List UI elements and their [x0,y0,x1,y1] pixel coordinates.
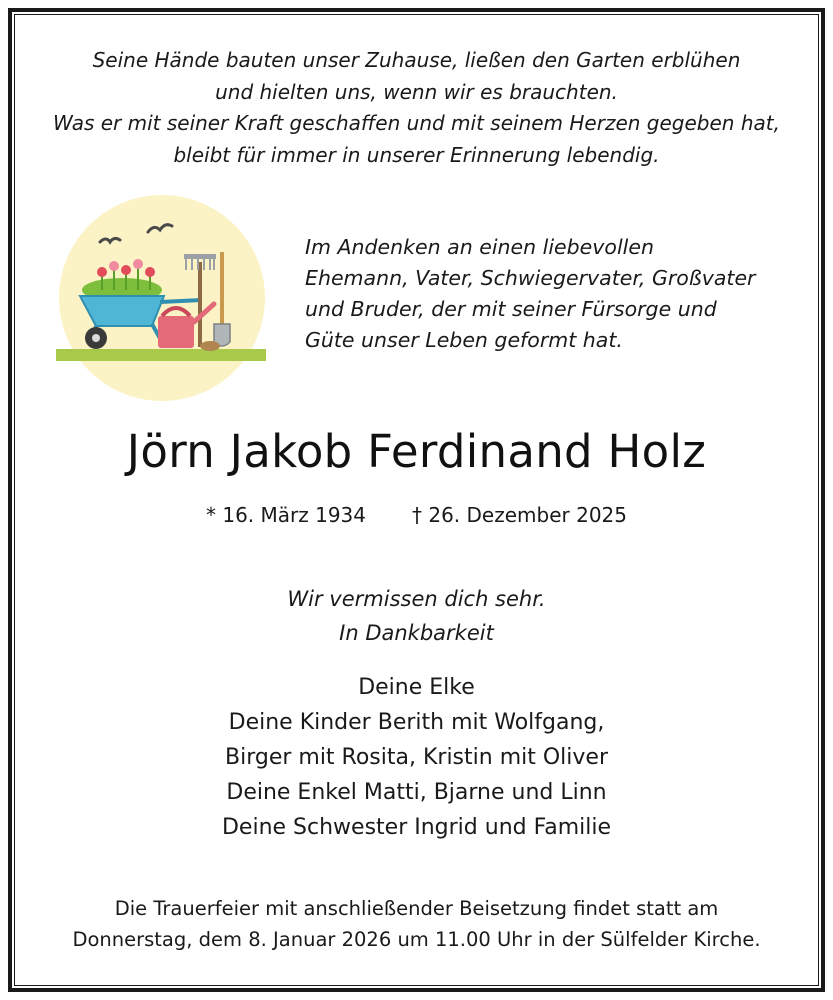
ceremony-line: Donnerstag, dem 8. Januar 2026 um 11.00 Uhr in der Sülfelder Kirche. [72,928,761,951]
birth-date: * 16. März 1934 [205,503,366,527]
family-line: Deine Schwester Ingrid und Familie [221,815,612,840]
garden-wheelbarrow-illustration [52,192,272,404]
dedication-line: und Bruder, der mit seiner Fürsorge und [305,297,717,321]
grass-strip [56,349,266,361]
ceremony-line: Die Trauerfeier mit anschließender Beisetzung findet statt am [114,897,719,920]
poem-line: Was er mit seiner Kraft geschaffen und mit seinem Herzen gegeben hat, [53,111,780,135]
dedication-line: Güte unser Leben geformt hat. [305,328,623,352]
death-date: † 26. Dezember 2025 [412,503,627,527]
ceremony-notice [20,893,813,955]
dedication-line: Ehemann, Vater, Schwiegervater, Großvater [305,266,756,290]
family-line: Deine Kinder Berith mit Wolfgang, [228,710,605,735]
poem-line: Seine Hände bauten unser Zuhause, ließen den Garten erblühen [92,48,741,72]
poem-line: bleibt für immer in unserer Erinnerung lebendig. [173,142,660,167]
family-block [20,670,813,845]
dedication-line: Im Andenken an einen liebevollen [305,235,654,259]
family-line: Deine Elke [358,675,475,700]
family-line: Deine Enkel Matti, Bjarne und Linn [226,780,607,805]
dedication-block [305,232,785,356]
tribute-block [20,582,813,650]
poem-line: und hielten uns, wenn wir es brauchten. [215,79,618,104]
tribute-line: Wir vermissen dich sehr. [287,587,546,611]
tribute-line: In Dankbarkeit [339,621,494,645]
deceased-name: Jörn Jakob Ferdinand Holz [126,425,707,478]
family-line: Birger mit Rosita, Kristin mit Oliver [224,745,608,770]
life-dates [20,500,813,530]
wheelbarrow-icon [80,296,164,326]
poem-block [20,45,813,171]
